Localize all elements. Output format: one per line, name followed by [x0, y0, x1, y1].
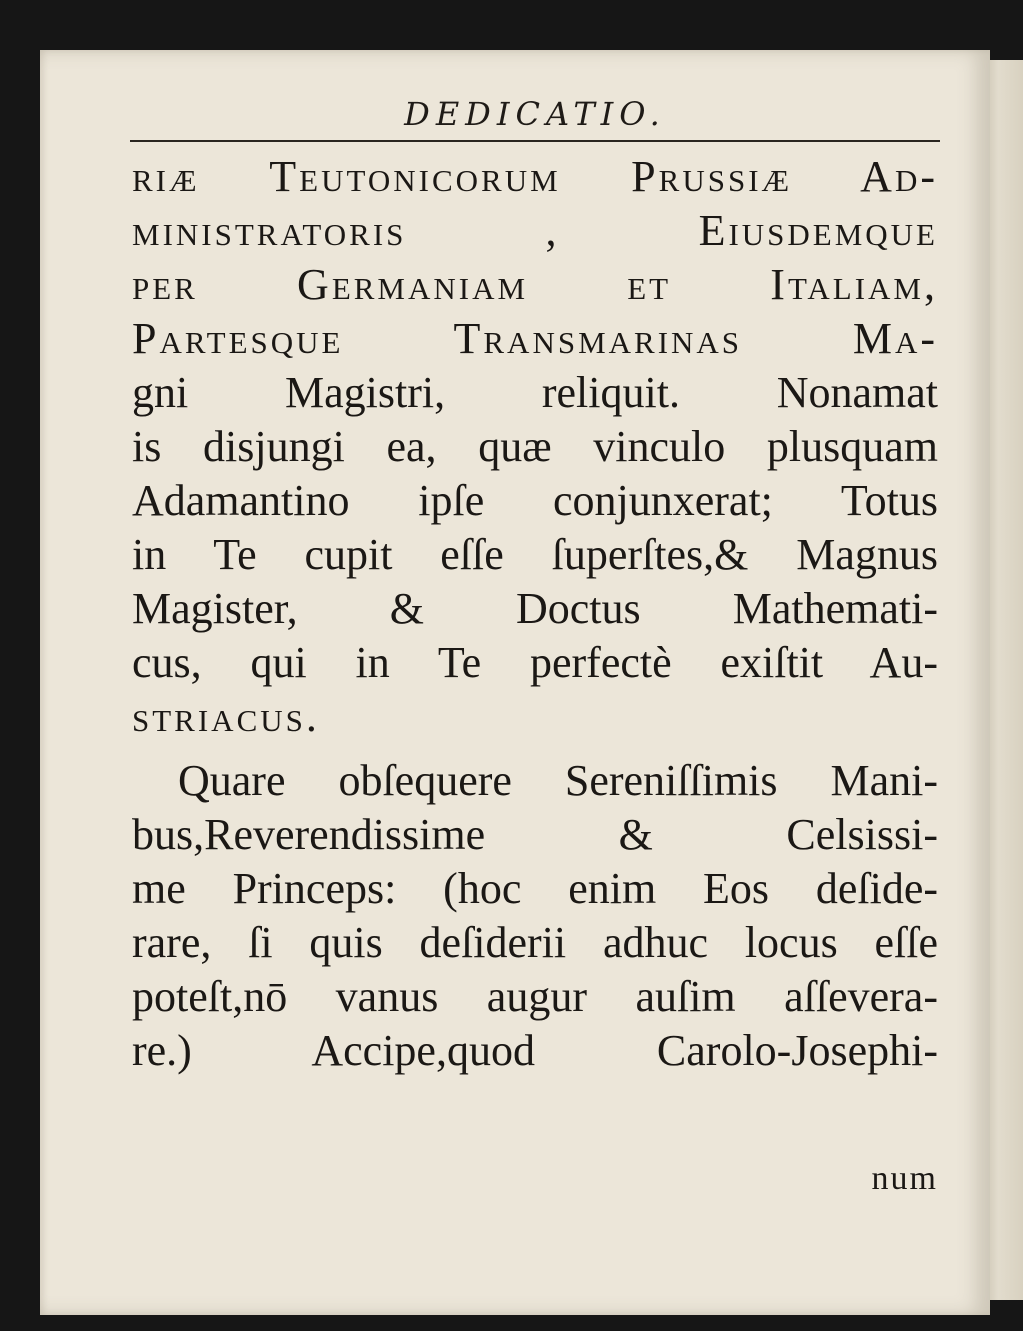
text-line: re.) Accipe,quod Carolo-Josephi-	[132, 1026, 938, 1075]
text-line: Adamantino ipſe conjunxerat; Totus	[132, 476, 938, 525]
text-line: per Germaniam et Italiam,	[132, 260, 938, 309]
text-line: Quare obſequere Sereniſſimis Mani-	[178, 756, 938, 805]
text-line: is disjungi ea, quæ vinculo plusquam	[132, 422, 938, 471]
text-line: striacus.	[132, 692, 320, 741]
text-line: Partesque Transmarinas Ma-	[132, 314, 938, 363]
catchword: num	[871, 1160, 938, 1197]
text-line: me Princeps: (hoc enim Eos deſide-	[132, 864, 938, 913]
body-text	[132, 150, 938, 1078]
text-line: Magister, & Doctus Mathemati-	[132, 584, 938, 633]
text-line: rare, ſi quis deſiderii adhuc locus eſſe	[132, 918, 938, 967]
header-rule	[130, 140, 940, 142]
running-header: DEDICATIO.	[404, 95, 666, 133]
adjacent-page-edge	[985, 60, 1023, 1300]
text-line: riæ Teutonicorum Prussiæ Ad-	[132, 152, 938, 201]
text-line: cus, qui in Te perfectè exiſtit Au-	[132, 638, 938, 687]
text-line: gni Magistri, reliquit. Nonamat	[132, 368, 938, 417]
text-line: in Te cupit eſſe ſuperſtes,& Magnus	[132, 530, 938, 579]
text-line: poteſt,nō vanus augur auſim aſſevera-	[132, 972, 938, 1021]
text-line: ministratoris , Eiusdemque	[132, 206, 938, 255]
text-line: bus,Reverendissime & Celsissi-	[132, 810, 938, 859]
